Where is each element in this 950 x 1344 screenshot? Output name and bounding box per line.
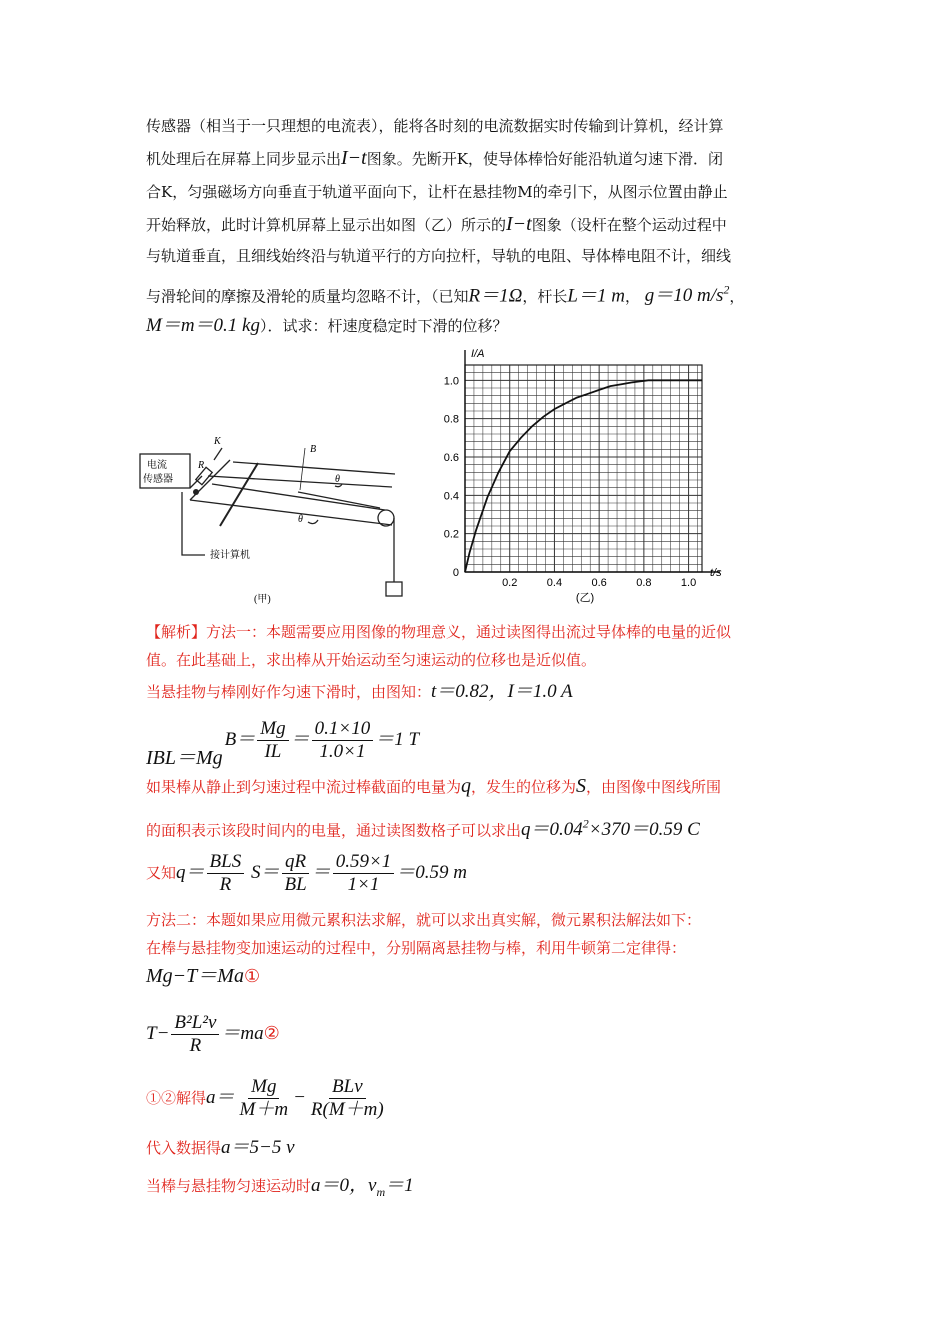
- math-t-I: t＝0.82，I＝1.0 A: [431, 681, 573, 702]
- solution-line-7: 方法二：本题如果应用微元累积法求解，就可以求出真实解，微元累积法解法如下：: [146, 911, 702, 929]
- solution-line-2: 值。在此基础上，求出棒从开始运动至匀速运动的位移也是近似值。: [146, 651, 597, 669]
- y-tick-label: 0.2: [443, 528, 459, 541]
- solution-line-8: 在棒与悬挂物变加速运动的过程中，分别隔离悬挂物与棒，利用牛顿第二定律得：: [146, 939, 687, 957]
- math-q-value: $q=0.04^2\times 370=0.59$ C: [521, 817, 700, 841]
- frac-Mg-IL: $\frac{Mg}{IL}$: [257, 718, 288, 763]
- chart-xlabel: t/s: [710, 567, 722, 579]
- rail-upper: [208, 476, 392, 487]
- math-g: g＝10 $m/s^2$: [644, 283, 730, 307]
- chart-axes: [465, 350, 720, 572]
- x-tick-label: 0.2: [502, 577, 518, 589]
- y-tick-label: 0.8: [443, 413, 459, 426]
- equation-q: 又知 q＝ $\frac{\text{BLS}}{R}$ S＝ $\frac{qR}{BL}$ ＝ $\frac{0.59\times 1}{1\times 1}$ ＝0.59 m: [146, 850, 467, 895]
- math-I-t: I−t: [341, 147, 367, 169]
- x-tick-label: 0.4: [546, 577, 563, 589]
- switch-K: [214, 448, 222, 460]
- label-R: R: [198, 460, 205, 471]
- figure-yi-chart: [420, 345, 740, 605]
- solution-line-1: 【解析】方法一：本题需要应用图像的物理意义，通过读图得出流过导体棒的电量的近似: [146, 623, 732, 641]
- math-M: M＝m＝0.1 kg: [146, 315, 260, 336]
- problem-line-2: 机处理后在屏幕上同步显示出I−t图象。先断开K，使导体棒恰好能沿轨道匀速下滑．闭: [146, 147, 723, 169]
- x-tick-label: 0.6: [591, 577, 607, 589]
- frac-numbers: $\frac{0.1\times 10}{1.0\times 1}$: [312, 718, 374, 763]
- label-computer: 接计算机: [210, 550, 250, 561]
- thread: [298, 492, 380, 508]
- sensor-label-2: 传感器: [143, 474, 173, 485]
- y-tick-label: 0.6: [443, 452, 459, 464]
- label-K: K: [214, 436, 221, 447]
- chart-ylabel: I/A: [471, 348, 485, 360]
- rail-lower: [190, 500, 392, 525]
- figure-jia: [130, 430, 420, 610]
- math-L: L＝1 m: [567, 285, 625, 307]
- y-tick-label: 1.0: [443, 375, 459, 388]
- math-R: R＝1Ω: [468, 285, 523, 307]
- problem-line-1: 传感器（相当于一只理想的电流表），能将各时刻的电流数据实时传输到计算机，经计算: [146, 117, 724, 135]
- resistor-lead: [190, 476, 202, 488]
- hanging-mass: [386, 582, 402, 596]
- solution-line-4: 如果棒从静止到匀速过程中流过棒截面的电量为q，发生的位移为S，由图像中图线所围: [146, 775, 722, 797]
- label-theta-2: θ: [298, 514, 303, 525]
- sensor-label-1: 电流: [147, 460, 167, 471]
- caption-jia: (甲): [254, 594, 271, 605]
- equation-1: Mg−T＝Ma①: [146, 965, 261, 987]
- problem-line-5: 与轨道垂直，且细线始终沿与轨道平行的方向拉杆，导轨的电阻、导体棒电阻不计，细线: [146, 247, 732, 265]
- label-B: B: [310, 444, 317, 455]
- equation-2: T− $\frac{\text{B²L²v}}{R}$ ＝ma ②: [146, 1011, 280, 1056]
- chart-ticks: [444, 375, 697, 589]
- solution-line-11: 当棒与悬挂物匀速运动时a＝0，$v_m=1$: [146, 1175, 414, 1199]
- solution-line-3: 当悬挂物与棒刚好作匀速下滑时，由图知：t＝0.82，I＝1.0 A: [146, 681, 573, 702]
- chart-origin-label: 0: [452, 567, 459, 579]
- caption-yi: (乙): [575, 592, 595, 604]
- problem-line-6: 与滑轮间的摩擦及滑轮的质量均忽略不计，（已知R＝1Ω，杆长L＝1 m， g＝10 $m/s^2$，: [146, 283, 745, 307]
- y-tick-label: 0.4: [443, 490, 459, 503]
- problem-line-3: 合K，匀强磁场方向垂直于轨道平面向下，让杆在悬挂物M的牵引下，从图示位置由静止: [146, 183, 728, 201]
- equation-a: ①②解得 a＝ $\frac{Mg}{M+m}$ − $\frac{\text{BLv}}{R(M+m)}$: [146, 1075, 384, 1120]
- problem-line-7: M＝m＝0.1 kg）．试求：杆速度稳定时下滑的位移？: [146, 315, 508, 336]
- equation-IBL: IBL＝Mg B＝ $\frac{Mg}{IL}$ ＝ $\frac{0.1\times 10}{1.0\times 1}$ ＝1 T: [146, 717, 420, 769]
- math-I-t-2: I−t: [506, 213, 532, 235]
- pulley: [378, 510, 394, 526]
- x-tick-label: 1.0: [680, 577, 697, 589]
- conducting-rod: [220, 463, 258, 526]
- label-theta-1: θ: [335, 474, 340, 485]
- x-tick-label: 0.8: [636, 577, 652, 589]
- solution-line-5: 的面积表示该段时间内的电量，通过读图数格子可以求出$q=0.04^2\times 370=0.59$ C: [146, 817, 700, 841]
- solution-line-10: 代入数据得a＝5−5 v: [146, 1137, 295, 1158]
- problem-line-4: 开始释放，此时计算机屏幕上显示出如图（乙）所示的I−t图象（设杆在整个运动过程中: [146, 213, 727, 235]
